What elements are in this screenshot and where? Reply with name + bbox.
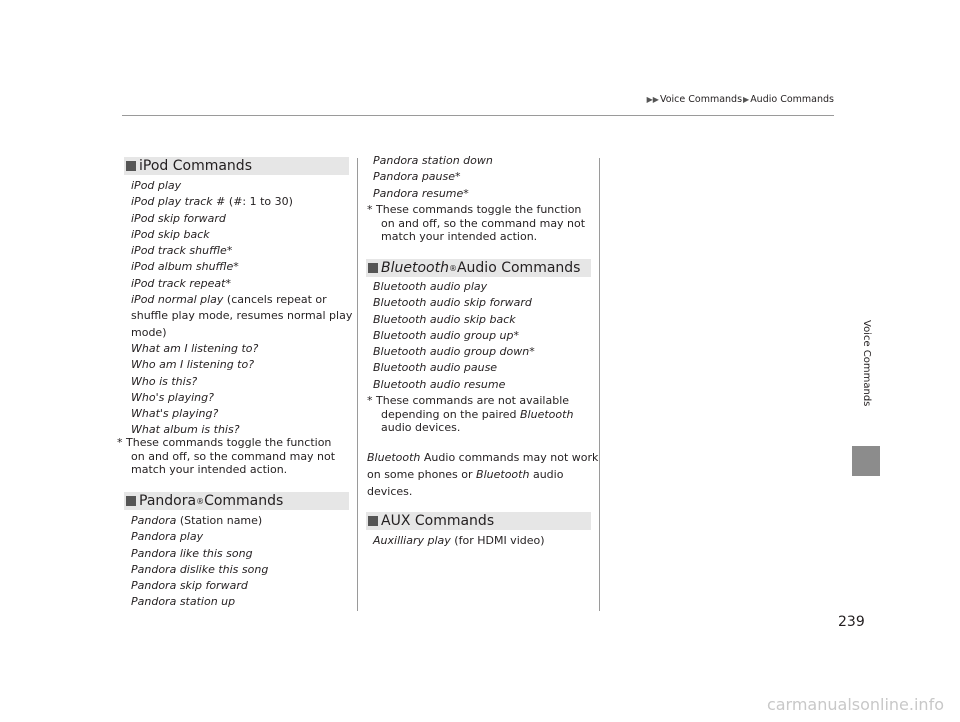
side-tab-marker (852, 446, 880, 476)
list-item: Pandora (Station name) (131, 514, 263, 527)
watermark: carmanualsonline.info (766, 695, 944, 714)
list-item: Bluetooth audio skip forward (373, 296, 532, 310)
square-bullet-icon (368, 263, 378, 273)
list-item: Bluetooth audio group down* (373, 345, 535, 359)
pandora-footnote: * These commands toggle the function on and off, so the command may not match your intended action. (367, 203, 586, 243)
pandora-commands-heading: Pandora ® Commands (124, 492, 349, 510)
breadcrumb (646, 94, 834, 105)
list-item: iPod skip back (131, 227, 210, 241)
list-item: iPod play (131, 179, 182, 192)
list-item: Pandora station down (373, 154, 493, 167)
square-bullet-icon (126, 496, 136, 506)
list-item: iPod album shuffle* (131, 260, 239, 274)
ipod-command-list (131, 178, 352, 439)
list-item: iPod track shuffle* (131, 244, 233, 258)
ipod-footnote: * These commands toggle the function on and off, so the command may not match your intended action. (117, 436, 336, 476)
page-number: 239 (838, 614, 865, 630)
list-item: iPod skip forward (131, 211, 226, 225)
list-item: Pandora skip forward (131, 579, 248, 593)
list-item: What's playing? (131, 407, 219, 421)
list-item: Who is this? (131, 374, 198, 388)
ipod-commands-heading (124, 157, 349, 175)
list-item: iPod track repeat* (131, 276, 231, 290)
list-item: Pandora station up (131, 595, 236, 609)
list-item: Bluetooth audio resume (373, 377, 506, 391)
list-item: Bluetooth audio skip back (373, 312, 516, 326)
column-divider-2 (599, 158, 600, 611)
list-item: Auxilliary play (for HDMI video) (373, 534, 545, 547)
list-item: Who am I listening to? (131, 358, 255, 372)
list-item: Pandora pause* (373, 170, 461, 184)
ipod-heading-text: iPod Commands (139, 158, 252, 174)
list-item: What album is this? (131, 423, 240, 437)
breadcrumb-audio-commands[interactable]: Audio Commands (750, 94, 834, 105)
header-rule (122, 115, 834, 116)
list-item-continuation: mode) (131, 325, 167, 339)
bluetooth-footnote: * These commands are not available depending on the paired Bluetooth audio devices. (367, 394, 574, 434)
square-bullet-icon (126, 161, 136, 171)
list-item: Pandora dislike this song (131, 562, 269, 576)
arrow-icon: ▶ (743, 95, 750, 104)
aux-commands-heading: AUX Commands (366, 512, 591, 530)
list-item: iPod play track # (#: 1 to 30) (131, 195, 293, 209)
aux-command-list (373, 533, 545, 549)
column-divider-1 (357, 158, 358, 611)
list-item: What am I listening to? (131, 341, 259, 355)
bluetooth-commands-heading: Bluetooth ® Audio Commands (366, 259, 591, 277)
list-item: Pandora play (131, 530, 204, 544)
list-item: Pandora like this song (131, 546, 253, 560)
double-arrow-icon: ▶▶ (646, 95, 659, 104)
pandora-command-list (131, 513, 268, 611)
side-section-label: Voice Commands (861, 320, 872, 407)
list-item: Bluetooth audio pause (373, 361, 498, 375)
breadcrumb-voice-commands[interactable]: Voice Commands (659, 94, 743, 105)
square-bullet-icon (368, 516, 378, 526)
list-item: Bluetooth audio group up* (373, 328, 520, 342)
bluetooth-compatibility-note: Bluetooth Audio commands may not work on some phones or Bluetooth audio devices. (367, 451, 599, 498)
list-item: Bluetooth audio play (373, 280, 488, 293)
list-item: iPod normal play (cancels repeat or (131, 293, 327, 307)
list-item: Pandora resume* (373, 186, 469, 200)
pandora-command-list-continued (373, 153, 493, 202)
bluetooth-command-list (373, 279, 535, 393)
list-item: Who's playing? (131, 390, 214, 404)
list-item-continuation: shuffle play mode, resumes normal play (131, 309, 353, 323)
